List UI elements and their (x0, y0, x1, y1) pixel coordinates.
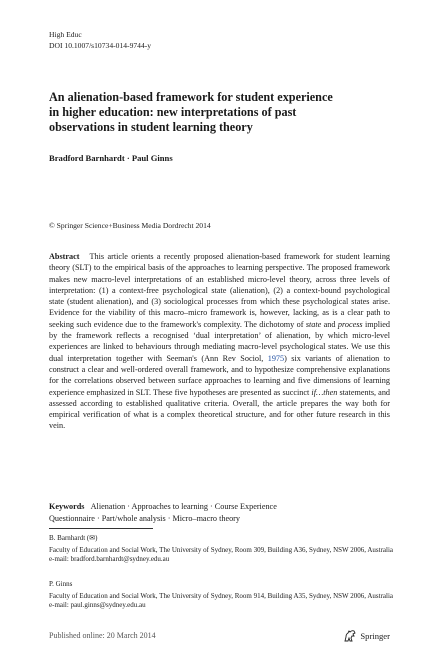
citation-link[interactable]: 1975 (267, 353, 285, 363)
keywords-label: Keywords (49, 502, 85, 511)
abstract-text: ) six variants of alienation to construct a clear and well-ordered overall framework, and to hypothesize comprehensive explanations for the correlations observed between surface approaches to learning and five dimensions of learning experience emphasized in SLT. These five hypotheses are presented as succinct (49, 353, 390, 397)
keywords-line: Questionnaire · Part/whole analysis · Micro–macro theory (49, 513, 240, 523)
affiliation-email[interactable]: e-mail: paul.ginns@sydney.edu.au (49, 601, 146, 610)
affiliation-name: P. Ginns (49, 580, 73, 588)
title-line: observations in student learning theory (49, 120, 253, 135)
abstract-emphasis: if…then (311, 387, 338, 397)
title-line: in higher education: new interpretations of past (49, 105, 297, 120)
abstract-emphasis: process (337, 319, 363, 329)
keywords-line: Alienation · Approaches to learning · Course Experience (90, 502, 277, 511)
abstract-label: Abstract (49, 252, 80, 261)
author-list: Bradford Barnhardt · Paul Ginns (49, 153, 173, 163)
abstract-text: implied by the framework reflects a recognised ‘dual interpretation’ of alienation, by which micro-level experiences are linked to behaviours through mediating macro-level psychological states. We use this dual interpretation together with Seeman's (Ann Rev Sociol, (49, 319, 391, 363)
affiliation (49, 534, 399, 565)
abstract-text: This article orients a recently proposed alienation-based framework for student learning theory (SLT) to the empirical basis of the approaches to learning perspective. The proposed framework makes new macro-level interpretations of an established micro-level theory, across three levels of interpretation: (1) a context-free psychological state (alienation), (2) a context-bound psychological state (student alienation), and (3) sociological processes from which these psychological states arise. Evidence for the viability of this macro–micro framework is, however, lacking, as is a clear path to seeking such evidence due to the framework's complexity. The dichotomy of (49, 252, 391, 329)
springer-horse-icon (343, 629, 357, 642)
journal-name: High Educ (49, 30, 82, 39)
abstract (49, 251, 390, 432)
footnote-divider (49, 528, 153, 529)
affiliation-address: Faculty of Education and Social Work, The University of Sydney, Room 914, Building A35, Sydney, NSW 2006, Australia (49, 591, 394, 600)
doi[interactable]: DOI 10.1007/s10734-014-9744-y (49, 40, 152, 50)
journal-meta (49, 30, 151, 51)
published-date: Published online: 20 March 2014 (49, 631, 156, 640)
publisher-logo (343, 629, 390, 642)
affiliation (49, 580, 399, 611)
affiliation-address: Faculty of Education and Social Work, The University of Sydney, Room 309, Building A36, Sydney, NSW 2006, Australia (49, 545, 394, 554)
affiliation-name: B. Barnhardt (✉) (49, 534, 98, 542)
copyright-notice: © Springer Science+Business Media Dordrecht 2014 (49, 221, 211, 230)
abstract-emphasis: state (305, 319, 322, 329)
article-title (49, 90, 389, 136)
abstract-text: statements, and assessed according to established qualitative criteria. Overall, the article prepares the way both for empirical verification of what is a complex theoretical structure, and for other future research in this vein. (49, 387, 391, 431)
publisher-name: Springer (360, 630, 390, 641)
keywords (49, 501, 390, 524)
page-footer (49, 631, 390, 645)
abstract-text: and (321, 319, 338, 329)
affiliation-email[interactable]: e-mail: bradford.barnhardt@sydney.edu.au (49, 555, 170, 564)
title-line: An alienation-based framework for student experience (49, 90, 333, 104)
